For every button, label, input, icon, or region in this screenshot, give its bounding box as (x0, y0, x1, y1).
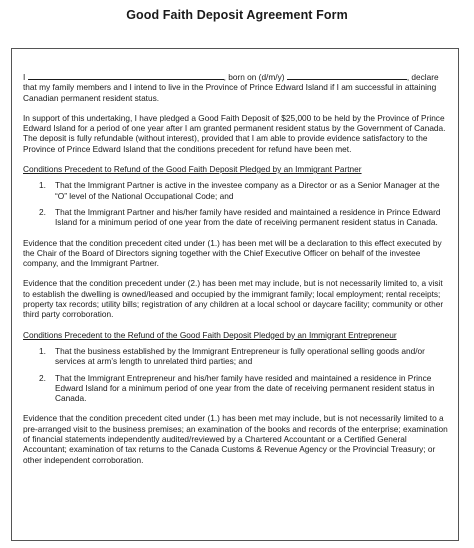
list-number: 1. (39, 345, 46, 356)
partner-evidence-1: Evidence that the condition precedent cited under (1.) has been met will be a declaration to this effect executed by the Chair of the Board of Directors signing together with the Chief Executive Officer on behalf of the investee company, and the Immigrant Partner. (23, 237, 442, 269)
partner-condition-2 (23, 207, 448, 228)
born-on-label: , born on (d/m/y) (223, 72, 285, 82)
partner-evidence-2: Evidence that the condition precedent under (2.) has been met may include, but is not necessarily limited to, a visit to establish the dwelling is owned/leased and occupied by the immigrant family; local employment; rental receipts; property tax records; utility bills; registration of any children at a local school or daycare facility; community or other third party corroboration. (23, 278, 444, 320)
name-field[interactable] (28, 71, 224, 80)
support-paragraph: In support of this undertaking, I have pledged a Good Faith Deposit of $25,000 to be held by the Province of Prince Edward Island for a period of one year after I am granted permanent resident status by the Government of Canada. The deposit is fully refundable (without interest), provided that I am able to provide evidence satisfactory to the Province of Prince Edward Island that the conditions precedent for refund have been met. (23, 112, 446, 154)
entrepreneur-evidence: Evidence that the condition precedent cited under (1.) has been met may include, but is not necessarily limited to a pre-arranged visit to the business premises; an examination of the books and records of the enterprise; examination of financial statements independently audited/reviewed by a Chartered Accountant or a Certified General Accountant; examination of tax returns to the Canada Customs & Revenue Agency or the Provincial Treasury; or other independent corroboration. (23, 413, 448, 465)
list-text: That the Immigrant Entrepreneur and his/her family have resided and maintained a residence in Prince Edward Island for a minimum period of one year from the date of receiving permanent resident status in Canada. (55, 372, 435, 404)
list-text: That the Immigrant Partner and his/her family have resided and maintained a residence in Prince Edward Island for a minimum period of one year from the date of receiving permanent resident status in Canada. (55, 206, 441, 228)
partner-section-heading: Conditions Precedent to Refund of the Good Faith Deposit Pledged by an Immigrant Partner (23, 164, 362, 175)
birthdate-field[interactable] (287, 71, 407, 80)
declaration-paragraph (23, 71, 448, 103)
declaration-prefix: I (23, 72, 26, 82)
declaration-text: , declare that my family members and I intend to live in the Province of Prince Edward Island if I am successful in attaining Canadian permanent resident status. (23, 72, 439, 103)
list-text: That the business established by the Immigrant Entrepreneur is fully operational selling goods and/or services at arm’s length to unrelated third parties; and (55, 345, 425, 367)
list-number: 1. (39, 180, 46, 191)
form-title: Good Faith Deposit Agreement Form (126, 8, 348, 22)
list-text: That the Immigrant Partner is active in the investee company as a Director or as a Senior Manager at the “O” level of the National Occupational Code; and (55, 180, 440, 201)
entrepreneur-section-heading: Conditions Precedent to the Refund of the Good Faith Deposit Pledged by an Immigrant Entrepreneur (23, 329, 397, 340)
entrepreneur-condition-2 (23, 373, 448, 404)
list-number: 2. (39, 206, 46, 217)
form-body (23, 71, 448, 465)
list-number: 2. (39, 372, 46, 383)
entrepreneur-condition-1 (23, 346, 448, 367)
partner-condition-1 (23, 180, 448, 201)
